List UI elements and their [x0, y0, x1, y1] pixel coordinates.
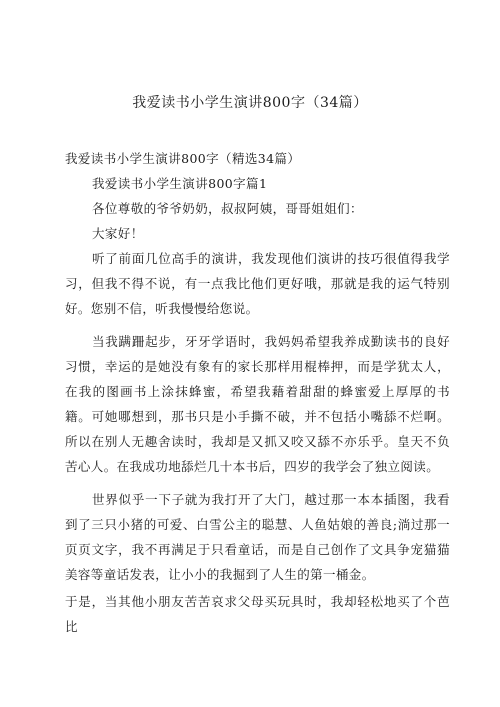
document-body	[65, 146, 450, 639]
greeting: 各位尊敬的爷爷奶奶，叔叔阿姨，哥哥姐姐们：	[92, 201, 363, 216]
document-subtitle: 我爱读书小学生演讲800字（精选34篇）	[65, 151, 301, 166]
paragraph-3: 世界似乎一下子就为我打开了大门，越过那一本本插图，我看到了三只小猪的可爱、白雪公主的聪慧、人鱼姑娘的善良;淌过那一页页文字，我不再满足于只看童话，而是自己创作了文具争宠猫猫美容等童话发表，让小小的我掘到了人生的第一桶金。	[65, 492, 450, 582]
document-title: 我爱读书小学生演讲800字（34篇）	[132, 95, 368, 111]
paragraph-4: 于是，当其他小朋友苦苦哀求父母买玩具时，我却轻松地买了个芭比	[65, 594, 450, 634]
section-heading: 我爱读书小学生演讲800字篇1	[92, 176, 268, 191]
paragraph-1: 听了前面几位高手的演讲，我发现他们演讲的技巧很值得我学习，但我不得不说，有一点我比他们更好哦，那就是我的运气特别好。您别不信，听我慢慢给您说。	[65, 251, 450, 316]
paragraph-2: 当我蹒跚起步，牙牙学语时，我妈妈希望我养成勤读书的良好习惯，幸运的是她没有象有的家长那样用棍棒押，而是学犹太人，在我的图画书上涂抹蜂蜜，希望我藉着甜甜的蜂蜜爱上厚厚的书籍。可她哪想到，那书只是小手撕不破，并不包括小嘴舔不烂啊。所以在别人无趣舍读时，我却是又抓又咬又舔不亦乐乎。皇天不负苦心人。在我成功地舔烂几十本书后，四岁的我学会了独立阅读。	[65, 334, 450, 474]
salute: 大家好！	[92, 226, 144, 241]
